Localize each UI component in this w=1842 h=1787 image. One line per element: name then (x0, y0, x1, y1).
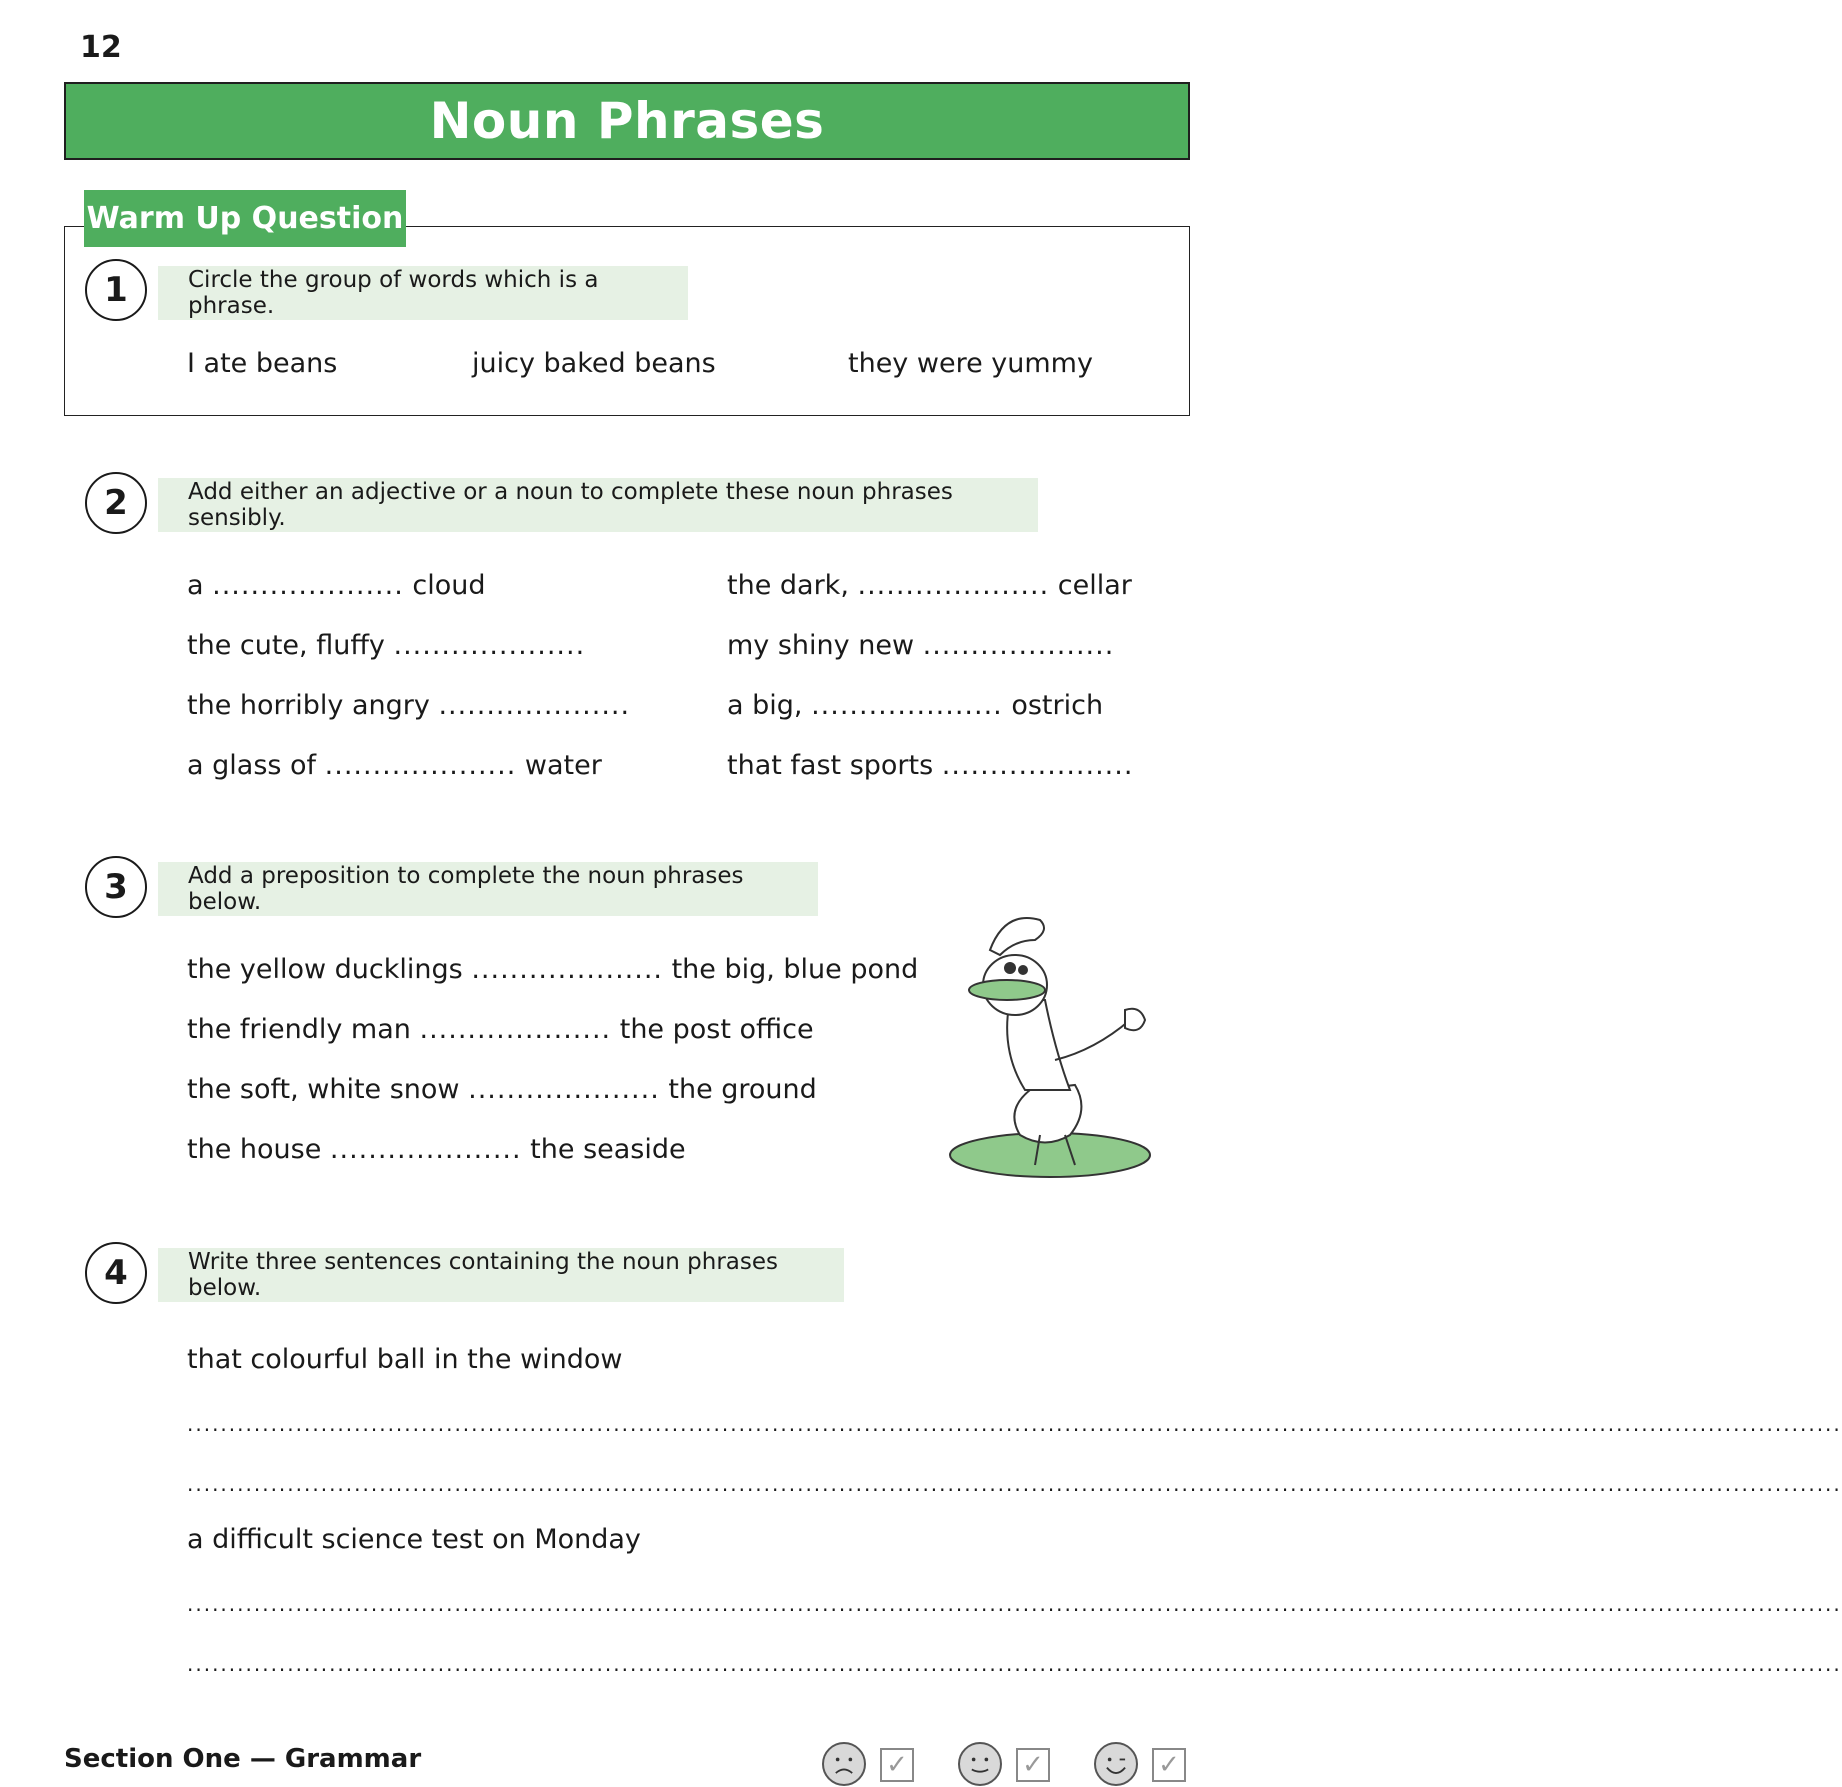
question-1-instruction: Circle the group of words which is a phrase. (158, 266, 688, 320)
answer-line[interactable]: ...................................................................................................................................................................................................... (187, 1472, 1842, 1496)
question-1-number: 1 (85, 259, 147, 321)
q2-left-item: the horribly angry .................... (187, 690, 631, 721)
answer-blank[interactable]: .................... (212, 570, 404, 601)
tick-box[interactable]: ✓ (1152, 1748, 1186, 1782)
q3-item: the house .................... the seaside (187, 1134, 686, 1165)
answer-blank[interactable]: .................... (438, 690, 631, 721)
answer-blank[interactable]: .................... (857, 570, 1050, 601)
q2-left-item: a .................... cloud (187, 570, 486, 601)
question-3-instruction: Add a preposition to complete the noun phrases below. (158, 862, 818, 916)
tick-box[interactable]: ✓ (1016, 1748, 1050, 1782)
q3-item: the soft, white snow .................... the ground (187, 1074, 817, 1105)
page-number: 12 (80, 30, 122, 65)
answer-line[interactable]: ...................................................................................................................................................................................................... (187, 1652, 1842, 1676)
q2-right-item: the dark, .................... cellar (727, 570, 1132, 601)
answer-blank[interactable]: .................... (393, 630, 586, 661)
q2-left-item: the cute, fluffy .................... (187, 630, 586, 661)
answer-blank[interactable]: .................... (468, 1074, 660, 1105)
answer-blank[interactable]: .................... (329, 1134, 522, 1165)
q1-option-1[interactable]: I ate beans (187, 348, 338, 379)
answer-blank[interactable]: .................... (922, 630, 1115, 661)
neutral-face-icon (958, 1742, 1002, 1786)
q1-option-2[interactable]: juicy baked beans (472, 348, 716, 379)
tick-box[interactable]: ✓ (880, 1748, 914, 1782)
answer-blank[interactable]: .................... (324, 750, 517, 781)
title-banner (64, 82, 1190, 160)
warmup-box (64, 226, 1190, 416)
footer-section-label: Section One — Grammar (64, 1744, 422, 1774)
answer-blank[interactable]: .................... (941, 750, 1134, 781)
answer-blank[interactable]: .................... (471, 954, 663, 985)
answer-blank[interactable]: .................... (811, 690, 1003, 721)
question-2-number: 2 (85, 472, 147, 534)
q2-right-item: my shiny new .................... (727, 630, 1115, 661)
sad-face-icon (822, 1742, 866, 1786)
duck-illustration (945, 910, 1175, 1190)
q4-phrase-1: that colourful ball in the window (187, 1344, 623, 1375)
question-4-instruction: Write three sentences containing the noun phrases below. (158, 1248, 844, 1302)
q3-item: the yellow ducklings .................... the big, blue pond (187, 954, 919, 985)
q2-right-item: that fast sports .................... (727, 750, 1134, 781)
q4-phrase-2: a difficult science test on Monday (187, 1524, 641, 1555)
q3-item: the friendly man .................... the post office (187, 1014, 814, 1045)
q2-right-item: a big, .................... ostrich (727, 690, 1104, 721)
happy-face-icon (1094, 1742, 1138, 1786)
answer-line[interactable]: ...................................................................................................................................................................................................... (187, 1412, 1842, 1436)
q1-option-3[interactable]: they were yummy (848, 348, 1093, 379)
q2-left-item: a glass of .................... water (187, 750, 602, 781)
answer-line[interactable]: ...................................................................................................................................................................................................... (187, 1592, 1842, 1616)
warmup-tab: Warm Up Question (84, 190, 406, 247)
question-2-instruction: Add either an adjective or a noun to complete these noun phrases sensibly. (158, 478, 1038, 532)
page-title: Noun Phrases (429, 92, 825, 150)
question-3-number: 3 (85, 856, 147, 918)
answer-blank[interactable]: .................... (419, 1014, 612, 1045)
question-4-number: 4 (85, 1242, 147, 1304)
